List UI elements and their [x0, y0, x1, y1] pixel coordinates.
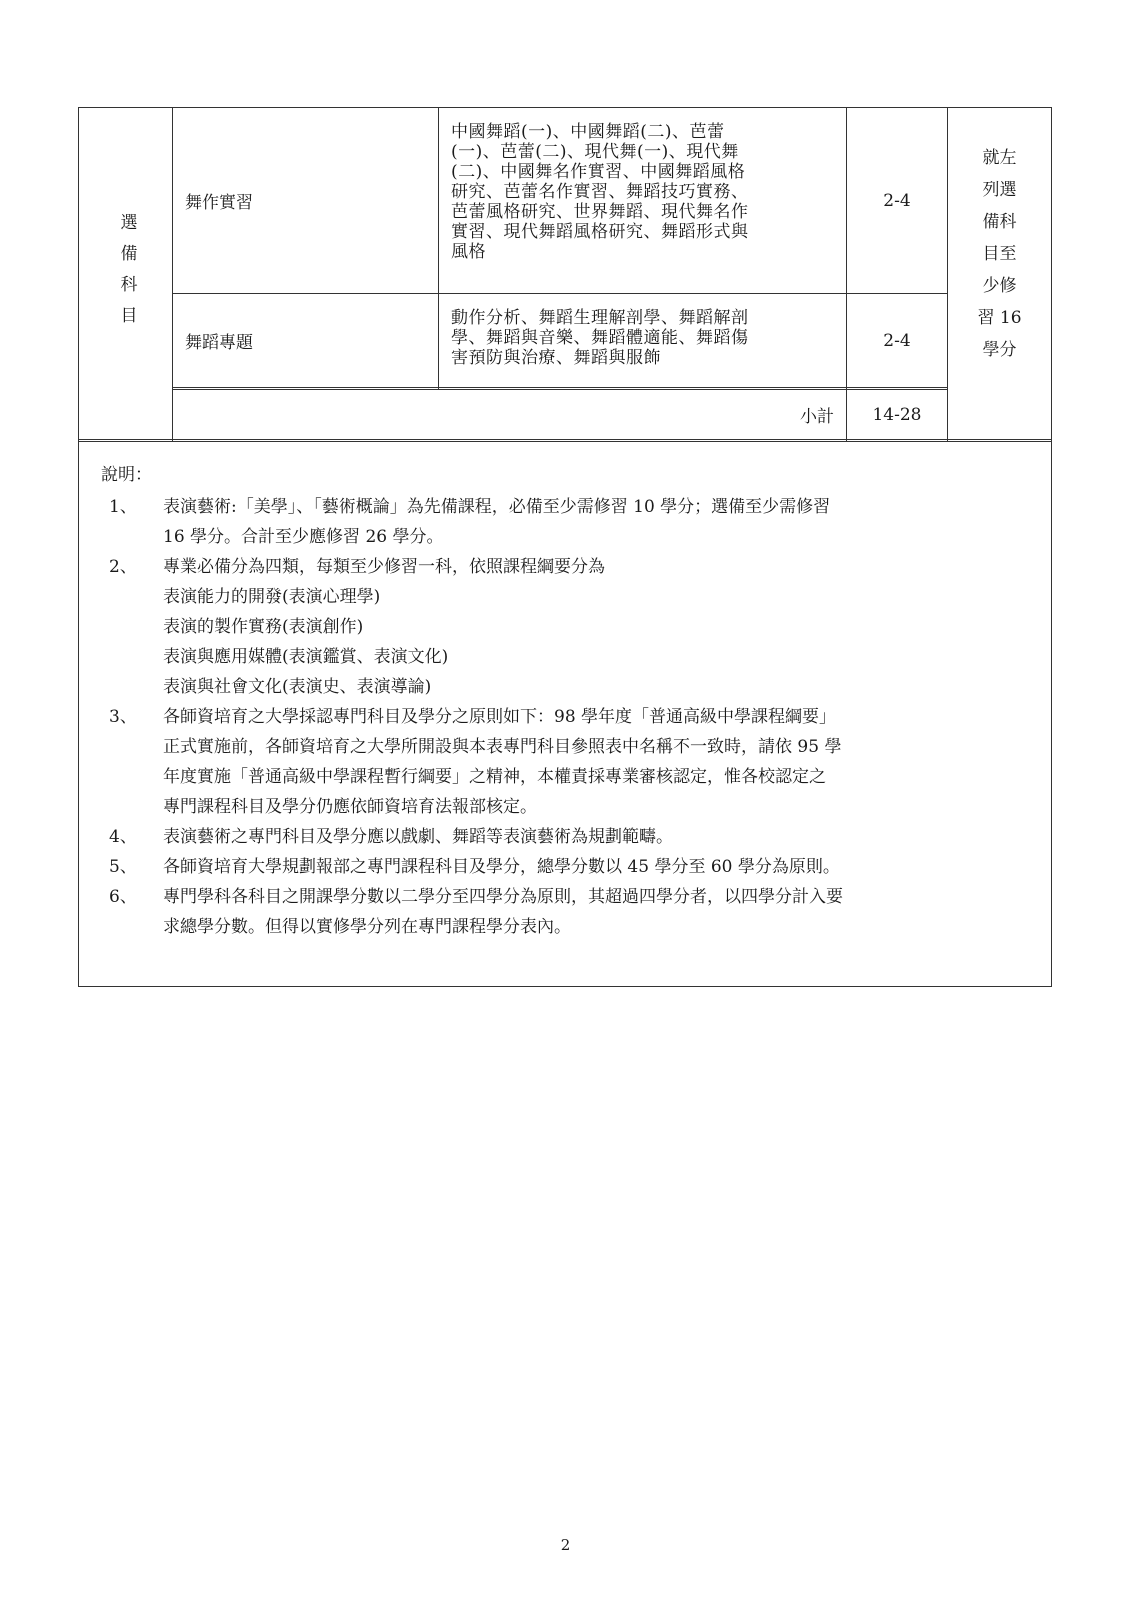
note-item [101, 702, 1031, 732]
notes-section [101, 460, 1031, 942]
note-number: 1、 [109, 497, 137, 517]
credits-value: 2-4 [883, 330, 911, 351]
requirement-line: 列選 [982, 180, 1017, 200]
subject-name: 舞作實習 [185, 193, 253, 213]
note-text: 各師資培育大學規劃報部之專門課程科目及學分，總學分數以 45 學分至 60 學分為原則。 [163, 857, 840, 877]
credits-cell [847, 108, 947, 293]
credits-cell [847, 294, 947, 387]
grid-line [79, 439, 1051, 442]
note-item [101, 552, 1031, 582]
note-text: 專門學科各科目之開課學分數以二學分至四學分為原則，其超過四學分者，以四學分計入要 [163, 887, 843, 907]
note-text: 表演藝術:「美學」、「藝術概論」為先備課程，必備至少需修習 10 學分；選備至少需修習 [163, 497, 831, 517]
note-continuation: 專門課程科目及學分仍應依師資培育法報部核定。 [163, 797, 537, 817]
requirement-line: 就左 [982, 148, 1017, 168]
note-continuation: 年度實施「普通高級中學課程暫行綱要」之精神，本權責採專業審核認定，惟各校認定之 [163, 767, 826, 787]
description-line: 芭蕾風格研究、世界舞蹈、現代舞名作 [451, 202, 749, 222]
note-number: 4、 [109, 827, 137, 847]
note-item [101, 852, 1031, 882]
note-continuation: 正式實施前，各師資培育之大學所開設與本表專門科目參照表中名稱不一致時，請依 95 學 [163, 737, 842, 757]
note-category: 表演的製作實務(表演創作) [163, 617, 364, 637]
note-category: 表演能力的開發(表演心理學) [163, 587, 381, 607]
notes-title: 說明： [101, 465, 152, 485]
note-continuation: 16 學分。合計至少應修習 26 學分。 [163, 527, 444, 547]
description-cell [439, 108, 846, 293]
requirement-line: 少修 [982, 276, 1017, 296]
note-text: 表演藝術之專門科目及學分應以戲劇、舞蹈等表演藝術為規劃範疇。 [163, 827, 673, 847]
subtotal-label: 小計 [800, 407, 834, 427]
credits-value: 2-4 [883, 190, 911, 211]
requirement-cell [948, 126, 1051, 382]
note-continuation: 求總學分數。但得以實修學分列在專門課程學分表內。 [163, 917, 571, 937]
note-number: 6、 [109, 887, 137, 907]
note-text: 各師資培育之大學採認專門科目及學分之原則如下：98 學年度「普通高級中學課程綱要」 [163, 707, 837, 727]
requirement-line: 備科 [982, 212, 1017, 232]
note-category: 表演與應用媒體(表演鑑賞、表演文化) [163, 647, 449, 667]
subtotal-label-cell [173, 390, 846, 439]
category-cell [79, 108, 173, 441]
subject-name: 舞蹈專題 [185, 333, 253, 353]
description-line: (二)、中國舞名作實習、中國舞蹈風格 [451, 162, 746, 182]
note-category: 表演與社會文化(表演史、表演導論) [163, 677, 432, 697]
description-line: 風格 [451, 242, 486, 262]
note-number: 2、 [109, 557, 137, 577]
requirement-line: 習 16 [977, 308, 1022, 328]
description-line: 研究、芭蕾名作實習、舞蹈技巧實務、 [451, 182, 749, 202]
note-text: 專業必備分為四類，每類至少修習一科，依照課程綱要分為 [163, 557, 605, 577]
note-item [101, 492, 1031, 522]
description-line: 學、舞蹈與音樂、舞蹈體適能、舞蹈傷 [451, 328, 749, 348]
description-line: 害預防與治療、舞蹈與服飾 [451, 348, 661, 368]
requirement-line: 目至 [982, 244, 1017, 264]
requirement-line: 學分 [982, 340, 1017, 360]
description-line: 動作分析、舞蹈生理解剖學、舞蹈解剖 [451, 308, 749, 328]
page-number: 2 [560, 1536, 571, 1554]
description-line: (一)、芭蕾(二)、現代舞(一)、現代舞 [451, 142, 739, 162]
note-number: 3、 [109, 707, 137, 727]
note-item [101, 882, 1031, 912]
course-table-frame [78, 107, 1052, 987]
note-number: 5、 [109, 857, 137, 877]
category-label: 選備科目 [116, 212, 137, 337]
description-line: 實習、現代舞蹈風格研究、舞蹈形式與 [451, 222, 749, 242]
description-line: 中國舞蹈(一)、中國舞蹈(二)、芭蕾 [451, 122, 725, 142]
subject-cell [173, 108, 438, 293]
note-item [101, 822, 1031, 852]
subtotal-value: 14-28 [872, 404, 922, 425]
description-cell [439, 294, 846, 387]
subtotal-value-cell [847, 390, 947, 439]
subject-cell [173, 294, 438, 387]
